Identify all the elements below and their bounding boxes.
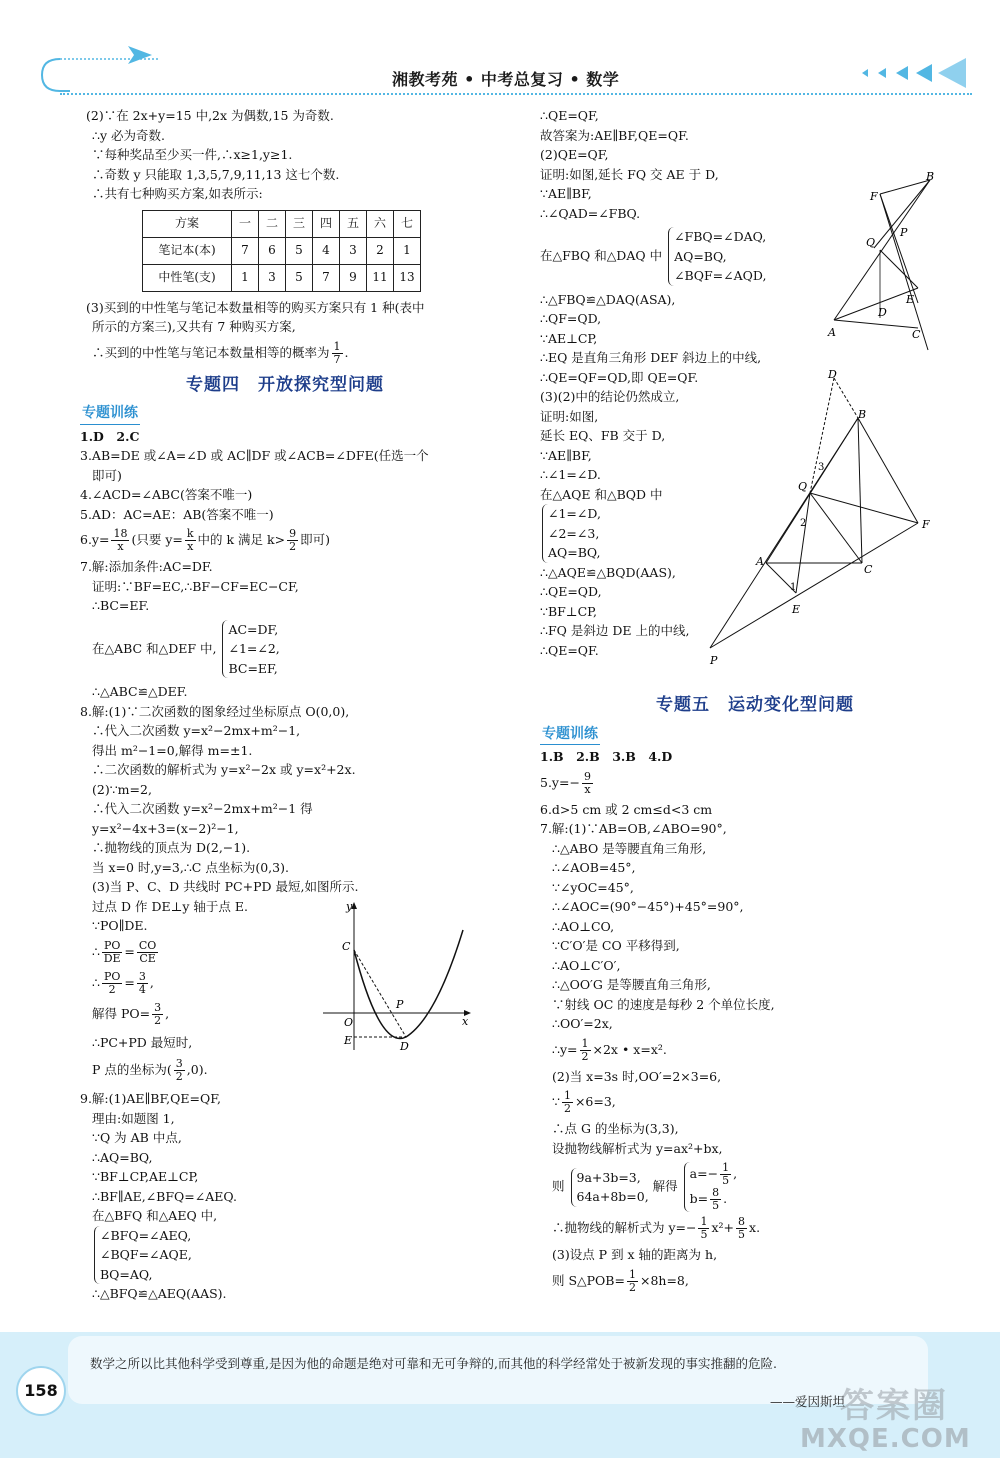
text-line: 延长 EQ、FB 交于 D, (540, 428, 666, 443)
fraction (562, 1090, 573, 1115)
text-line: 解得 PO= $\frac{3}{2}$ , (92, 1000, 170, 1027)
point-label-o: O (344, 1016, 354, 1029)
text-line: ∴代入二次函数 y=x²−2mx+m²−1, (92, 723, 301, 738)
plan-table (142, 210, 421, 292)
numerator: 8 (712, 1186, 720, 1199)
fraction (152, 1002, 163, 1027)
equation: 64a+8b=0, (576, 1189, 649, 1204)
numerator: 3 (154, 1000, 162, 1014)
denominator: 2 (581, 1049, 589, 1063)
text-line: ∴FQ 是斜边 DE 上的中线, (540, 623, 690, 638)
table-cell: 5 (286, 237, 313, 264)
header-title: 湘教考苑 • 中考总复习 • 数学 (392, 70, 620, 89)
text-line (80, 528, 490, 553)
text-line: ∴△OO′G 是等腰直角三角形, (552, 977, 711, 992)
text-span: ×2x • x=x². (592, 1041, 667, 1057)
fraction (698, 1216, 709, 1241)
axis-label-y: y (346, 900, 353, 913)
equation: ∠1=∠2, (228, 641, 280, 656)
text-line: ∵AE∥BF, (540, 447, 592, 463)
text-line (540, 1216, 970, 1241)
point-label-q: Q (798, 480, 808, 493)
text-line: ∴二次函数的解析式为 y=x²−2x 或 y=x²+2x. (92, 762, 356, 777)
table-cell: 7 (313, 264, 340, 291)
fraction (582, 771, 593, 796)
point-label-f: F (870, 190, 878, 203)
text-span: 解得 (652, 1178, 678, 1194)
table-cell: 方案 (143, 210, 232, 237)
text-line: 6.d>5 cm 或 2 cm≤d<3 cm (540, 801, 713, 817)
equation: AC=DF, (228, 621, 279, 637)
denominator: 2 (175, 1070, 183, 1083)
fraction (137, 940, 158, 965)
numerator: PO (103, 969, 121, 983)
denominator: 2 (628, 1280, 636, 1294)
table-row (143, 264, 421, 291)
brace-system (684, 1162, 737, 1212)
denominator: 4 (138, 982, 146, 996)
text-span: ∴抛物线的解析式为 y=− (552, 1220, 697, 1235)
numerator: 8 (738, 1215, 746, 1228)
text-span: 解得 PO= (92, 1005, 151, 1021)
point-label-c: C (342, 940, 351, 953)
table-cell: 3 (340, 237, 367, 264)
text-line: ∴△FBQ≌△DAQ(ASA), (540, 291, 676, 307)
text-line: (3)买到的中性笔与笔记本数量相等的购买方案只有 1 种(表中 (86, 299, 425, 315)
geometry-figure-1 (820, 168, 940, 356)
text-line: ∵BF⊥CP, (540, 603, 597, 619)
point-label-e: E (344, 1034, 353, 1047)
text-line: P 点的坐标为( $\frac{3}{2}$ ,0). (92, 1057, 208, 1083)
equation: a=− $\frac{1}{5}$ , (689, 1161, 738, 1187)
text-line: (2)∵在 2x+y=15 中,2x 为偶数,15 为奇数. (86, 108, 334, 123)
numerator: CO (138, 938, 157, 952)
text-line: ∴奇数 y 只能取 1,3,5,7,9,11,13 这七个数. (92, 166, 340, 182)
text-line: ∵∠yOC=45°, (552, 879, 634, 895)
watermark-text: 答案圈 (840, 1386, 948, 1426)
text-line: ∵C′O′是 CO 平移得到, (552, 938, 680, 953)
header-divider (60, 93, 972, 95)
text-line: ∴△ABC≌△DEF. (92, 684, 188, 699)
text-line: ∴BF∥AE,∠BFQ=∠AEQ. (92, 1188, 237, 1204)
text-span: ∴y= (552, 1041, 578, 1057)
point-label-b: B (858, 408, 867, 421)
text-span: 在△FBQ 和△DAQ 中 (540, 247, 663, 263)
text-line: ∵AE∥BF, (540, 186, 592, 201)
equation: 9a+3b=3, (576, 1169, 641, 1185)
text-line: ∵每种奖品至少买一件,∴x≥1,y≥1. (92, 147, 293, 162)
table-cell: 一 (232, 210, 259, 237)
section-subtitle: 专题训练 (80, 404, 140, 425)
table-cell: 1 (394, 237, 421, 264)
text-line: ∵PO∥DE. (92, 918, 148, 933)
text-span: ×6=3, (574, 1094, 616, 1109)
numerator: 9 (289, 527, 297, 540)
text-line: 即可) (92, 467, 122, 483)
angle-label-1: 1 (790, 582, 797, 593)
numerator: 3 (175, 1057, 183, 1070)
text-line: ∴△AQE≌△BQD(AAS), (540, 564, 676, 580)
left-column (80, 106, 490, 1304)
parabola-graph (318, 900, 478, 1055)
numerator: PO (103, 938, 121, 952)
point-label-d: D (878, 306, 887, 319)
numerator: 3 (138, 969, 146, 983)
brace-system (222, 620, 279, 679)
angle-label-3: 3 (818, 462, 825, 473)
text-line: ∴QE=QF, (540, 108, 599, 123)
table-cell: 3 (259, 264, 286, 291)
point-label-f: F (922, 518, 930, 531)
text-line: ∵射线 OC 的速度是每秒 2 个单位长度, (552, 996, 775, 1012)
denominator: 2 (154, 1013, 162, 1027)
numerator: 1 (700, 1215, 708, 1228)
numerator: 9 (583, 769, 591, 783)
text-line: y=x²−4x+3=(x−2)²−1, (92, 820, 239, 836)
fraction (332, 341, 343, 366)
table-row (143, 237, 421, 264)
text-line: 1.B 2.B 3.B 4.D (540, 749, 673, 764)
text-line: 过点 D 作 DE⊥y 轴于点 E. (92, 898, 248, 914)
text-line: ∴AO⊥CO, (552, 918, 615, 934)
text-span: 中的 k 满足 k> (197, 532, 286, 547)
table-cell: 中性笔(支) (143, 264, 232, 291)
axis-label-x: x (462, 1015, 469, 1028)
table-cell: 三 (286, 210, 313, 237)
text-span: 即可) (300, 532, 330, 547)
brace-system (668, 227, 766, 286)
page-number: 158 (16, 1366, 66, 1416)
text-line: ∵AE⊥CP, (540, 330, 598, 346)
text-line: ∴∠AOC=(90°−45°)+45°=90°, (552, 899, 744, 914)
fraction (137, 971, 148, 996)
fraction (736, 1216, 747, 1241)
equation: ∠BQF=∠AQE, (100, 1247, 192, 1262)
text-span: ∵ (552, 1094, 560, 1109)
table-header-row (143, 210, 421, 237)
text-span: ×8h=8, (639, 1272, 689, 1288)
arrow-right-icon (40, 44, 160, 66)
denominator: DE (103, 951, 121, 965)
denominator: 5 (738, 1228, 746, 1241)
watermark-logo (840, 1378, 948, 1427)
text-line: ∵BF⊥CP,AE⊥CP, (92, 1169, 199, 1184)
point-label-d: D (400, 1040, 409, 1053)
section-subtitle: 专题训练 (540, 725, 600, 746)
text-span: P 点的坐标为 (92, 1062, 167, 1077)
text-line: ∴∠1=∠D. (540, 467, 601, 482)
text-line: (3)当 P、C、D 共线时 PC+PD 最短,如图所示. (92, 879, 359, 894)
denominator: 5 (700, 1228, 708, 1241)
denominator: 5 (722, 1174, 730, 1187)
text-line: 证明:∵BF=EC,∴BF−CF=EC−CF, (92, 578, 299, 594)
fraction (287, 528, 298, 553)
text-line: 在△AQE 和△BQD 中 (540, 486, 663, 502)
denominator: CE (139, 951, 156, 965)
text-span: 则 (552, 1178, 565, 1194)
text-line: ∴△ABO 是等腰直角三角形, (552, 840, 707, 856)
numerator: 1 (563, 1089, 571, 1102)
table-cell: 6 (259, 237, 286, 264)
text-span: x²+ (711, 1220, 735, 1235)
text-span: 在△ABC 和△DEF 中, (92, 640, 217, 656)
table-cell: 7 (232, 237, 259, 264)
table-cell: 1 (232, 264, 259, 291)
text-line: ∴QF=QD, (540, 311, 602, 326)
text-line (540, 1038, 970, 1063)
table-cell: 二 (259, 210, 286, 237)
text-line: ∴AQ=BQ, (92, 1149, 153, 1165)
text-line: 故答案为:AE∥BF,QE=QF. (540, 127, 689, 143)
text-line: 8.解:(1)∵二次函数的图象经过坐标原点 O(0,0), (80, 703, 350, 719)
text-line (80, 620, 490, 679)
text-line: (2)当 x=3s 时,OO′=2×3=6, (552, 1068, 722, 1084)
text-line: 证明:如图, (540, 408, 599, 424)
text-line: 当 x=0 时,y=3,∴C 点坐标为(0,3). (92, 859, 289, 875)
equation: ∠1=∠D, (548, 506, 601, 521)
geometry-figure-2 (706, 368, 936, 668)
numerator: 1 (581, 1036, 589, 1050)
fraction (111, 528, 129, 553)
numerator: k (186, 527, 194, 540)
triangle-arrows-icon (852, 58, 972, 88)
equation: ∠BFQ=∠AEQ, (100, 1227, 192, 1243)
point-label-p: P (900, 226, 908, 239)
point-label-p: P (396, 998, 404, 1011)
point-label-c: C (864, 563, 873, 576)
fraction (580, 1038, 591, 1063)
text-span: b= (689, 1191, 709, 1206)
text-line: ∴抛物线的顶点为 D(2,−1). (92, 840, 251, 855)
brace-system (542, 504, 601, 563)
text-line: ∴QE=QF=QD,即 QE=QF. (540, 369, 699, 385)
text-line: ∴买到的中性笔与笔记本数量相等的概率为 $\frac{1}{7}$ . (92, 339, 349, 366)
text-line: ∴AO⊥C′O′, (552, 957, 621, 973)
text-line: ∵Q 为 AB 中点, (92, 1130, 182, 1145)
text-span: 5.y=− (540, 774, 580, 790)
brace-system (94, 1226, 192, 1285)
text-line: ∴y 必为奇数. (92, 127, 165, 143)
text-line: ∴ $\frac{PO}{2}$ = $\frac{3}{4}$ , (92, 969, 154, 996)
equation: ∠2=∠3, (548, 525, 600, 541)
fraction (102, 940, 122, 965)
text-line: 9.解:(1)AE∥BF,QE=QF, (80, 1091, 221, 1106)
topic-title: 专题四 开放探究型问题 (186, 374, 384, 395)
denominator: x (187, 540, 194, 553)
text-span: a=− (689, 1166, 719, 1181)
fraction (102, 971, 122, 996)
equation: BQ=AQ, (100, 1266, 153, 1282)
denominator: x (117, 540, 124, 553)
text-line: ∴PC+PD 最短时, (92, 1034, 193, 1050)
table-cell: 5 (286, 264, 313, 291)
fraction (720, 1162, 731, 1187)
text-line: (2)QE=QF, (540, 147, 609, 162)
text-span: (只要 y= (131, 532, 183, 547)
text-line: 在△BFQ 和△AEQ 中, (92, 1208, 218, 1223)
denominator: 2 (108, 982, 116, 996)
quote-author: ——爱因斯坦 (770, 1394, 846, 1409)
table-cell: 笔记本(本) (143, 237, 232, 264)
table-cell: 13 (394, 264, 421, 291)
point-label-c: C (912, 328, 921, 341)
point-label-b: B (926, 170, 935, 183)
point-label-a: A (828, 326, 836, 339)
text-line (540, 1162, 970, 1212)
text-line: ∴QE=QF. (540, 642, 599, 658)
table-cell: 四 (313, 210, 340, 237)
text-line: 得出 m²−1=0,解得 m=±1. (92, 742, 253, 758)
denominator: x (584, 782, 591, 796)
text-line: ∴∠QAD=∠FBQ. (540, 205, 641, 221)
text-line (540, 1090, 970, 1115)
brace-system (571, 1168, 649, 1207)
text-line: (3)(2)中的结论仍然成立, (540, 389, 680, 404)
text-line: 4.∠ACD=∠ABC(答案不唯一) (80, 487, 253, 502)
angle-label-2: 2 (800, 518, 807, 529)
text-line (80, 1226, 490, 1285)
point-label-e: E (792, 603, 801, 616)
equation: AQ=BQ, (548, 545, 601, 560)
numerator: 1 (722, 1161, 730, 1174)
watermark-url: MXQE.COM (800, 1424, 971, 1454)
denominator: 5 (712, 1199, 720, 1212)
point-label-d: D (828, 368, 837, 381)
equation: AQ=BQ, (674, 248, 727, 264)
text-span: x. (749, 1220, 761, 1235)
point-label-p: P (710, 654, 718, 667)
text-line: ∴∠AOB=45°, (552, 860, 636, 875)
text-span: 6.y= (80, 532, 110, 547)
table-cell: 六 (367, 210, 394, 237)
text-line (540, 1269, 970, 1294)
denominator: 2 (563, 1102, 571, 1115)
footer-quote: 数学之所以比其他科学受到尊重,是因为他的命题是绝对可靠和无可争辩的,而其他的科学经常处于被新发现的事实推翻的危险. (90, 1356, 777, 1371)
point-label-e: E (906, 293, 915, 306)
table-cell: 11 (367, 264, 394, 291)
numerator: 18 (113, 527, 128, 540)
fraction (185, 528, 196, 553)
text-line: ∴△BFQ≌△AEQ(AAS). (92, 1286, 227, 1301)
text-line: 证明:如图,延长 FQ 交 AE 于 D, (540, 166, 719, 182)
text-line: 7.解:添加条件:AC=DF. (80, 559, 213, 574)
point-label-q: Q (866, 236, 876, 249)
text-line: 7.解:(1)∵AB=OB,∠ABO=90°, (540, 821, 727, 836)
text-line: ∴代入二次函数 y=x²−2mx+m²−1 得 (92, 801, 313, 816)
text-line: 5.AD：AC=AE：AB(答案不唯一) (80, 506, 274, 522)
text-line: ∴共有七种购买方案,如表所示: (92, 186, 263, 201)
text-line: (2)∵m=2, (92, 781, 152, 797)
text-line: ∴BC=EF. (92, 598, 150, 613)
text-line: 所示的方案三),又共有 7 种购买方案, (92, 319, 296, 334)
fraction (710, 1187, 721, 1212)
text-line: ∴OO′=2x, (552, 1016, 613, 1031)
table-cell: 2 (367, 237, 394, 264)
table-cell: 4 (313, 237, 340, 264)
text-span: ,0) (186, 1062, 204, 1077)
fraction (174, 1058, 185, 1083)
fraction (627, 1269, 638, 1294)
text-span: ∴买到的中性笔与笔记本数量相等的概率为 (92, 344, 330, 360)
text-line: ∴QE=QD, (540, 584, 602, 599)
table-cell: 9 (340, 264, 367, 291)
denominator: 2 (289, 540, 297, 553)
text-line: ∴ $\frac{PO}{DE}$ = $\frac{CO}{CE}$ (92, 938, 157, 965)
equation: BC=EF, (228, 660, 278, 676)
text-line (540, 771, 970, 796)
numerator: 1 (333, 339, 341, 353)
table-cell: 七 (394, 210, 421, 237)
point-label-a: A (756, 555, 764, 568)
text-span: 则 S△POB= (552, 1272, 625, 1288)
numerator: 1 (628, 1267, 636, 1281)
table-cell: 五 (340, 210, 367, 237)
text-line: 3.AB=DE 或∠A=∠D 或 AC∥DF 或∠ACB=∠DFE(任选一个 (80, 448, 429, 463)
equation: b= $\frac{8}{5}$ . (689, 1186, 728, 1212)
text-line: 理由:如题图 1, (92, 1110, 175, 1126)
text-line: ∴点 G 的坐标为(3,3), (552, 1121, 679, 1136)
equation: ∠BQF=∠AQD, (674, 268, 767, 283)
denominator: 7 (333, 352, 341, 366)
equation: ∠FBQ=∠DAQ, (674, 229, 767, 244)
topic-title: 专题五 运动变化型问题 (656, 695, 854, 715)
text-line: 设抛物线解析式为 y=ax²+bx, (552, 1140, 723, 1156)
text-line: (3)设点 P 到 x 轴的距离为 h, (552, 1247, 718, 1262)
text-line: ∴EQ 是直角三角形 DEF 斜边上的中线, (540, 350, 762, 365)
text-line: 1.D 2.C (80, 428, 140, 444)
